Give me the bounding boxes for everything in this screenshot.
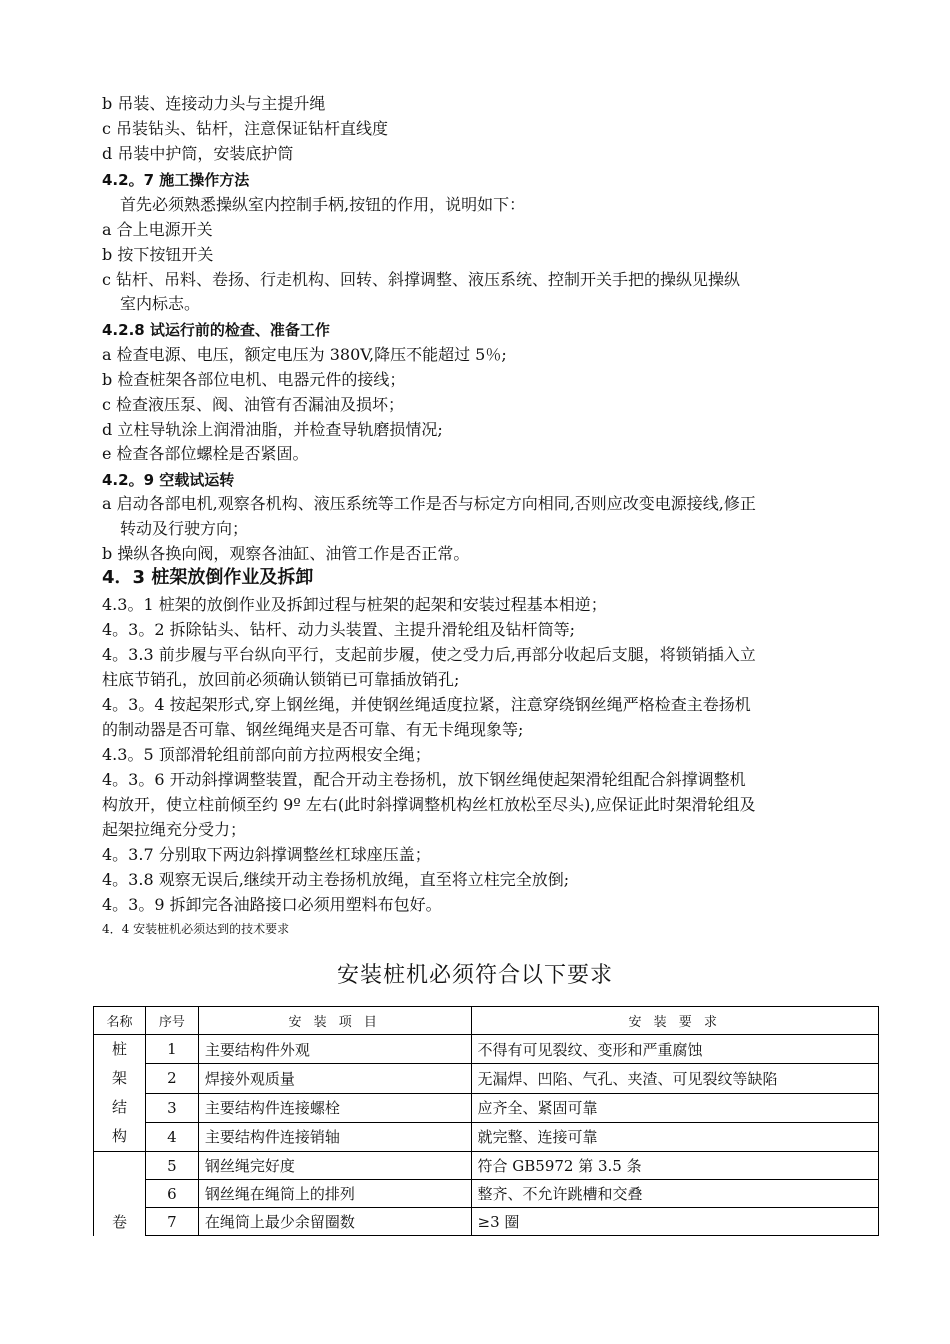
row-number: 3 [145, 1093, 198, 1122]
row-requirement: 应齐全、紧固可靠 [471, 1093, 878, 1122]
row-item: 在绳筒上最少余留圈数 [198, 1208, 471, 1236]
text-line: b 检查桩架各部位电机、电器元件的接线； [102, 370, 406, 389]
section-heading: 4.2。7 施工操作方法 [102, 171, 250, 189]
text-line: 4。3.7 分别取下两边斜撑调整丝杠球座压盖； [102, 845, 431, 864]
header-item: 安 装 项 目 [198, 1007, 471, 1035]
row-item: 钢丝绳完好度 [198, 1152, 471, 1180]
requirements-table [93, 1006, 879, 1236]
row-number: 7 [145, 1208, 198, 1236]
text-line: e 检查各部位螺栓是否紧固。 [102, 444, 309, 463]
group-label-winch: 卷 [94, 1152, 146, 1236]
group-char: 构 [111, 1127, 127, 1145]
text-line: b 操纵各换向阀，观察各油缸、油管工作是否正常。 [102, 544, 470, 563]
text-line: 4。3。6 开动斜撑调整装置，配合开动主卷扬机，放下钢丝绳使起架滑轮组配合斜撑调整机 [102, 770, 746, 789]
table-row [94, 1093, 879, 1122]
text-line: c 吊装钻头、钻杆，注意保证钻杆直线度 [102, 119, 389, 138]
table-row [94, 1122, 879, 1151]
group-char: 桩 [111, 1040, 127, 1058]
row-number: 1 [145, 1035, 198, 1064]
row-number: 6 [145, 1180, 198, 1208]
section-heading: 4.2。9 空载试运转 [102, 471, 235, 489]
text-line: 4。3。9 拆卸完各油路接口必须用塑料布包好。 [102, 895, 442, 914]
row-item: 主要结构件连接销轴 [198, 1122, 471, 1151]
row-number: 5 [145, 1152, 198, 1180]
row-item: 钢丝绳在绳筒上的排列 [198, 1180, 471, 1208]
text-line: 4.3。5 顶部滑轮组前部向前方拉两根安全绳； [102, 745, 431, 764]
row-requirement: 不得有可见裂纹、变形和严重腐蚀 [471, 1035, 878, 1064]
text-line: b 吊装、连接动力头与主提升绳 [102, 94, 326, 113]
row-item: 主要结构件连接螺栓 [198, 1093, 471, 1122]
header-name: 名称 [94, 1007, 146, 1035]
text-line: c 检查液压泵、阀、油管有否漏油及损坏； [102, 395, 405, 414]
row-requirement: ≥3 圈 [471, 1208, 878, 1236]
group-label-pile-frame [94, 1035, 146, 1152]
text-line: a 检查电源、电压，额定电压为 380V,降压不能超过 5％; [102, 345, 507, 364]
row-number: 4 [145, 1122, 198, 1151]
row-requirement: 符合 GB5972 第 3.5 条 [471, 1152, 878, 1180]
row-requirement: 整齐、不允许跳槽和交叠 [471, 1180, 878, 1208]
row-number: 2 [145, 1064, 198, 1093]
text-line: 柱底节销孔，放回前必须确认锁销已可靠插放销孔; [102, 670, 460, 689]
row-item: 焊接外观质量 [198, 1064, 471, 1093]
text-line: 4。3。2 拆除钻头、钻杆、动力头装置、主提升滑轮组及钻杆筒等; [102, 620, 576, 639]
section-heading: 4.2.8 试运行前的检查、准备工作 [102, 321, 330, 339]
table-row [94, 1180, 879, 1208]
header-seq: 序号 [145, 1007, 198, 1035]
text-line: 室内标志。 [120, 294, 201, 313]
text-line: c 钻杆、吊料、卷扬、行走机构、回转、斜撑调整、液压系统、控制开关手把的操纵见操纵 [102, 270, 741, 289]
text-line: b 按下按钮开关 [102, 245, 214, 264]
group-char: 结 [111, 1098, 127, 1116]
table-row [94, 1152, 879, 1180]
text-line: 4。3.3 前步履与平台纵向平行，支起前步履，使之受力后,再部分收起后支腿，将锁销插入立 [102, 645, 756, 664]
table-row [94, 1208, 879, 1236]
section-heading: 4．3 桩架放倒作业及拆卸 [102, 567, 314, 588]
text-line: d 吊装中护筒，安装底护筒 [102, 144, 294, 163]
table-title: 安装桩机必须符合以下要求 [336, 963, 613, 988]
table-header-row [94, 1007, 879, 1035]
text-line: 起架拉绳充分受力； [102, 820, 247, 839]
text-line: d 立柱导轨涂上润滑油脂，并检查导轨磨损情况; [102, 420, 443, 439]
text-line: 首先必须熟悉操纵室内控制手柄,按钮的作用，说明如下： [120, 195, 526, 214]
row-requirement: 就完整、连接可靠 [471, 1122, 878, 1151]
section-heading: 4．4 安装桩机必须达到的技术要求 [102, 922, 290, 936]
text-line: 4。3。4 按起架形式,穿上钢丝绳，并使钢丝绳适度拉紧，注意穿绕钢丝绳严格检查主卷扬机 [102, 695, 751, 714]
row-item: 主要结构件外观 [198, 1035, 471, 1064]
header-requirement: 安 装 要 求 [471, 1007, 878, 1035]
text-line: 4.3。1 桩架的放倒作业及拆卸过程与桩架的起架和安装过程基本相逆； [102, 595, 607, 614]
text-line: a 合上电源开关 [102, 220, 213, 239]
text-line: 的制动器是否可靠、钢丝绳绳夹是否可靠、有无卡绳现象等; [102, 720, 524, 739]
table-row [94, 1064, 879, 1093]
group-char: 架 [111, 1069, 127, 1087]
text-line: 4。3.8 观察无误后,继续开动主卷扬机放绳，直至将立柱完全放倒; [102, 870, 570, 889]
table-row [94, 1035, 879, 1064]
text-line: a 启动各部电机,观察各机构、液压系统等工作是否与标定方向相同,否则应改变电源接线,修正 [102, 494, 756, 513]
row-requirement: 无漏焊、凹陷、气孔、夹渣、可见裂纹等缺陷 [471, 1064, 878, 1093]
text-line: 构放开，使立柱前倾至约 9º 左右(此时斜撑调整机构丝杠放松至尽头),应保证此时架滑轮组及 [102, 795, 756, 814]
text-line: 转动及行驶方向； [120, 519, 249, 538]
